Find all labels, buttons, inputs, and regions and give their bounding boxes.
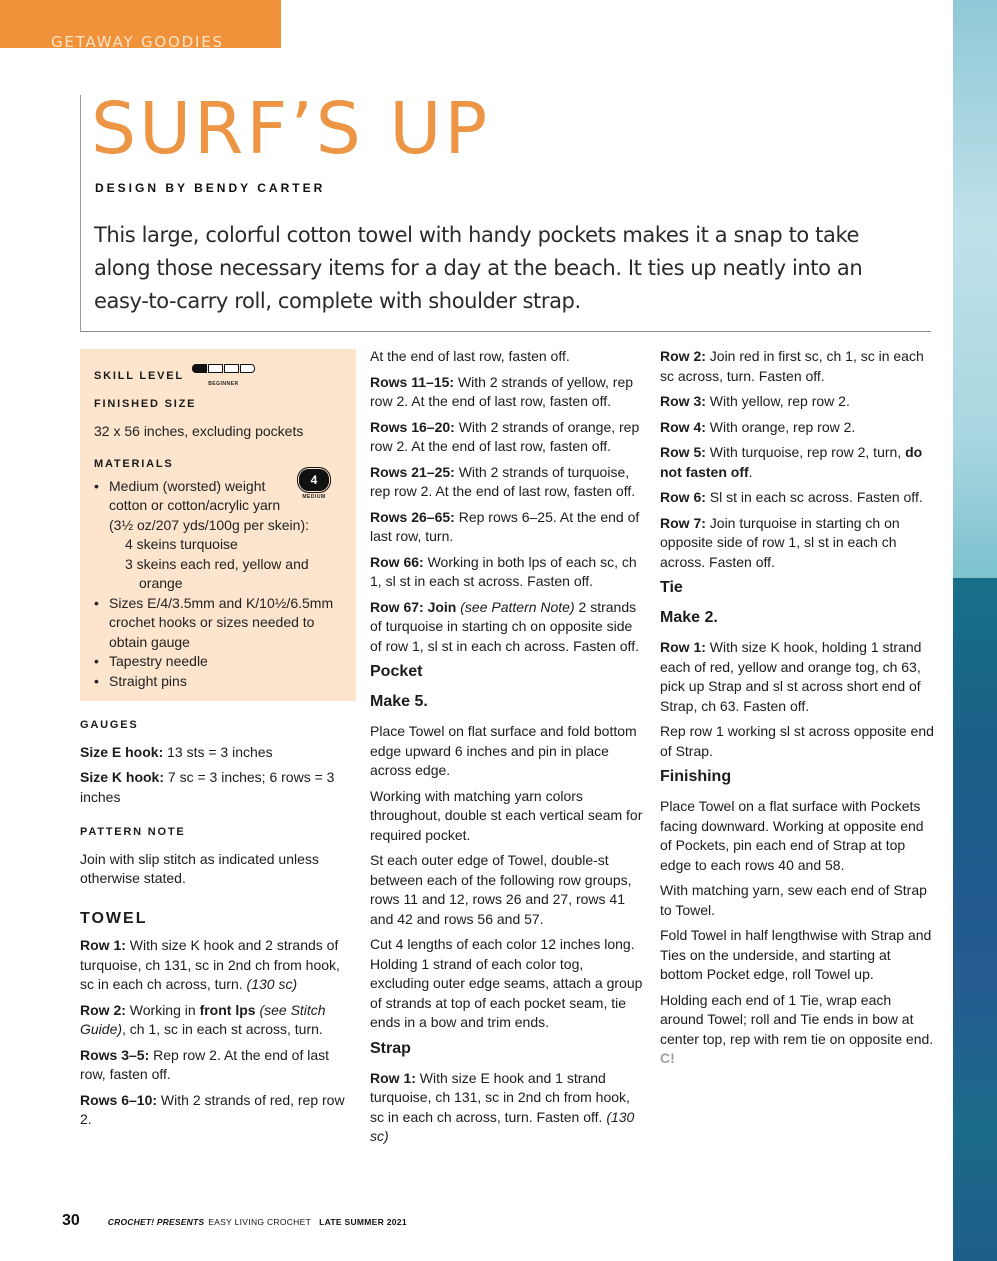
strap-row-6: Row 6: Sl st in each sc across. Fasten off.	[660, 489, 923, 505]
towel-rows-3-5: Rows 3–5: Rep row 2. At the end of last row, fasten off.	[80, 1046, 330, 1082]
towel-row-67: Row 67: Join (see Pattern Note) 2 strands of turquoise in starting ch on opposite side of row 1, sl st in each ch across. Fasten off.	[370, 598, 639, 654]
skill-bar-empty	[240, 364, 255, 373]
towel-rows-11-15: Rows 11–15: With 2 strands of yellow, rep row 2. At the end of last row, fasten off.	[370, 373, 634, 409]
gauge-e: Size E hook: 13 sts = 3 inches	[80, 743, 273, 760]
pattern-note-label: PATTERN NOTE	[80, 826, 186, 838]
pocket-heading: Pocket	[370, 663, 423, 680]
article-header	[80, 87, 931, 332]
towel-rows-26-65: Rows 26–65: Rep rows 6–25. At the end of last row, turn.	[370, 508, 640, 544]
materials-list	[94, 477, 349, 692]
pocket-step: Place Towel on flat surface and fold bottom edge upward 6 inches and pin in place across edge.	[370, 723, 637, 778]
tie-rep: Rep row 1 working sl st across opposite end of Strap.	[660, 723, 934, 759]
right-column	[660, 347, 935, 1075]
pocket-step: St each outer edge of Towel, double-st between each of the following row groups, rows 11 and 12, rows 26 and 27, rows 41 and 42 and rows 56 and 57.	[370, 852, 632, 927]
page-number: 30	[62, 1212, 80, 1229]
skill-bar-empty	[224, 364, 239, 373]
skill-bar-empty	[208, 364, 223, 373]
towel-rows-16-20: Rows 16–20: With 2 strands of orange, rep row 2. At the end of last row, fasten off.	[370, 418, 640, 454]
finishing-step: Fold Towel in half lengthwise with Strap and Ties on the underside, and starting at bottom Pocket edge, roll Towel up.	[660, 927, 932, 982]
strap-row-7: Row 7: Join turquoise in starting ch on opposite side of row 1, sl st in each ch across. Fasten off.	[660, 514, 900, 570]
yarn-weight-icon: 4 MEDIUM	[294, 469, 334, 500]
finishing-step: With matching yarn, sew each end of Strap to Towel.	[660, 882, 927, 918]
gauge-k: Size K hook: 7 sc = 3 inches; 6 rows = 3 inches	[80, 769, 335, 805]
middle-column	[370, 347, 645, 1153]
issue-date: LATE SUMMER 2021	[319, 1217, 407, 1227]
publication-name: EASY LIVING CROCHET	[208, 1217, 312, 1227]
magazine-name: CROCHET! PRESENTS	[107, 1217, 205, 1227]
material-item: • Sizes E/4/3.5mm and K/10½/6.5mm crochet hooks or sizes needed to obtain gauge	[94, 594, 349, 653]
side-photo-lower	[953, 578, 997, 1261]
towel-row-2: Row 2: Working in front lps (see Stitch Guide), ch 1, sc in each st across, turn.	[80, 1001, 326, 1037]
byline: DESIGN BY BENDY CARTER	[95, 181, 326, 195]
skill-level-caption: BEGINNER	[208, 381, 239, 387]
pocket-step: Cut 4 lengths of each color 12 inches long. Holding 1 strand of each color tog, excluding outer edge seams, attach a group of strands at top of each pocket seam, tie ends in a bow and trim ends.	[370, 936, 643, 1030]
finished-size-value: 32 x 56 inches, excluding pockets	[94, 422, 304, 439]
strap-heading: Strap	[370, 1039, 411, 1057]
towel-rows-6-10-cont: At the end of last row, fasten off.	[370, 348, 570, 364]
strap-row-1: Row 1: With size E hook and 1 strand turquoise, ch 131, sc in 2nd ch from hook, sc in each ch across, turn. Fasten off. (130 sc)	[370, 1069, 635, 1144]
finishing-step: Place Towel on a flat surface with Pockets facing downward. Working at opposite end of Pockets, pin each end of Strap at top edge to each rows 40 and 58.	[660, 798, 924, 873]
strap-row-2: Row 2: Join red in first sc, ch 1, sc in each sc across, turn. Fasten off.	[660, 348, 924, 384]
intro-paragraph: This large, colorful cotton towel with handy pockets makes it a snap to take along those necessary items for a day at the beach. It ties up neatly into an easy-to-carry roll, complete with shoulder strap.	[94, 223, 863, 313]
towel-row-66: Row 66: Working in both lps of each sc, ch 1, sl st in each st across. Fasten off.	[370, 553, 637, 589]
gauges-label: GAUGES	[80, 719, 139, 731]
left-column	[80, 716, 350, 1136]
strap-row-4: Row 4: With orange, rep row 2.	[660, 418, 856, 435]
material-item: • Tapestry needle	[94, 652, 349, 672]
finishing-heading: Finishing	[660, 768, 732, 785]
skill-bar-filled	[192, 364, 207, 373]
towel-rows-6-10: Rows 6–10: With 2 strands of red, rep row 2.	[80, 1091, 345, 1127]
page-footer	[62, 1212, 407, 1230]
tie-make: Make 2.	[660, 609, 718, 626]
side-photo-strip	[953, 0, 997, 1261]
section-tab	[0, 0, 281, 48]
material-item: • Straight pins	[94, 672, 349, 692]
page-title: SURF’S UP	[91, 87, 491, 170]
tie-row-1: Row 1: With size K hook, holding 1 strand each of red, yellow and orange tog, ch 63, pick up Strap and sl st across short end of Strap, ch 63. Fasten off.	[660, 639, 922, 714]
towel-rows-21-25: Rows 21–25: With 2 strands of turquoise, rep row 2. At the end of last row, fasten off.	[370, 463, 636, 499]
pocket-step: Working with matching yarn colors throughout, double st each vertical seam for required pocket.	[370, 787, 643, 843]
tie-heading: Tie	[660, 579, 683, 596]
skill-level-meter	[192, 364, 255, 395]
towel-heading: TOWEL	[80, 909, 148, 927]
section-label: GETAWAY GOODIES	[51, 33, 224, 48]
skill-level-label: SKILL LEVEL	[94, 370, 184, 382]
pattern-note-text: Join with slip stitch as indicated unless otherwise stated.	[80, 850, 319, 886]
materials-label: MATERIALS	[94, 458, 174, 470]
end-mark-icon: C!	[660, 1050, 675, 1066]
strap-row-3: Row 3: With yellow, rep row 2.	[660, 393, 850, 409]
towel-row-1: Row 1: With size K hook and 2 strands of turquoise, ch 131, sc in 2nd ch from hook, sc in each ch across, turn. (130 sc)	[80, 937, 340, 992]
strap-row-5: Row 5: With turquoise, rep row 2, turn, do not fasten off.	[660, 444, 923, 480]
finishing-step: Holding each end of 1 Tie, wrap each around Towel; roll and Tie ends in bow at center top, rep with rem tie on opposite end. C!	[660, 991, 934, 1066]
skill-level-row	[94, 363, 349, 395]
specs-box	[80, 349, 356, 701]
pocket-make: Make 5.	[370, 693, 428, 710]
material-item: • Medium (worsted) weight cotton or cotton/acrylic yarn (3½ oz/207 yds/100g per skein): 4 skeins turquoise 3 skeins each red, yellow and orange	[94, 477, 349, 594]
finished-size-label: FINISHED SIZE	[94, 398, 197, 410]
